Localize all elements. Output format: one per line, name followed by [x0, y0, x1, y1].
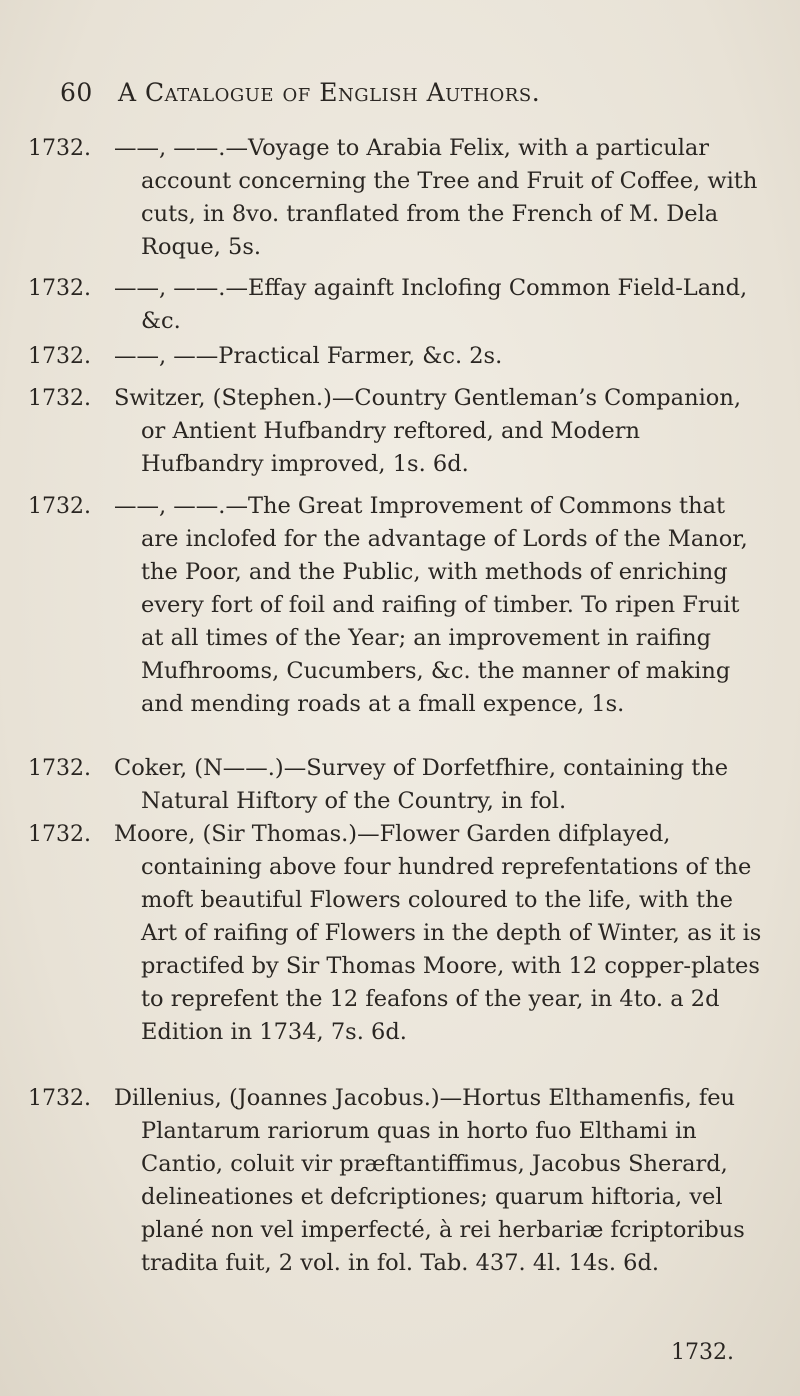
entry-year: 1732. — [28, 386, 91, 411]
catchword: 1732. — [671, 1340, 734, 1365]
catalogue-entry — [28, 272, 766, 338]
entry-text: Moore, (Sir Thomas.)—Flower Garden difplayed, containing above four hundred reprefentations of the moft beautiful Flowers coloured to the life, with the Art of raifing of Flowers in the depth of Winter, as it is practifed by Sir Thomas Moore, with 12 copper-plates to reprefent the 12 feafons of the year, in 4to. a 2d Edition in 1734, 7s. 6d. — [114, 821, 762, 1045]
entry-text: Dillenius, (Joannes Jacobus.)—Hortus Elthamenfis, feu Plantarum rariorum quas in horto fuo Elthami in Cantio, coluit vir præftantiffimus, Jacobus Sherard, delineationes et defcriptiones; quarum hiftoria, vel plané non vel imperfecté, à rei herbariæ fcriptoribus tradita fuit, 2 vol. in fol. Tab. 437. 4l. 14s. 6d. — [114, 1085, 745, 1276]
entry-year: 1732. — [28, 344, 91, 369]
entry-year: 1732. — [28, 756, 91, 781]
catalogue-entry — [28, 340, 766, 373]
entry-text: Coker, (N——.)—Survey of Dorfetfhire, containing the Natural Hiftory of the Country, in fol. — [114, 755, 729, 814]
entry-year: 1732. — [28, 1086, 91, 1111]
catalogue-entry — [28, 752, 766, 818]
entry-text: Switzer, (Stephen.)—Country Gentleman’s Companion, or Antient Hufbandry reftored, and Modern Hufbandry improved, 1s. 6d. — [114, 385, 741, 477]
entry-year: 1732. — [28, 822, 91, 847]
running-header — [60, 78, 760, 107]
catalogue-entry — [28, 132, 766, 264]
catalogue-entry — [28, 490, 766, 721]
catalogue-entry — [28, 1082, 766, 1280]
entry-year: 1732. — [28, 136, 91, 161]
running-title: A Catalogue of English Authors. — [118, 78, 541, 107]
entry-text: ——, ——.—The Great Improvement of Commons that are inclofed for the advantage of Lords of the Manor, the Poor, and the Public, with methods of enriching every fort of foil and raifing of timber. To ripen Fruit at all times of the Year; an improvement in raifing Mufhrooms, Cucumbers, &c. the manner of making and mending roads at a fmall expence, 1s. — [114, 493, 748, 717]
entry-text: ——, ——.—Effay againft Inclofing Common Field-Land, &c. — [114, 275, 748, 334]
entry-text: ——, ——.—Voyage to Arabia Felix, with a particular account concerning the Tree and Fruit of Coffee, with cuts, in 8vo. tranflated from the French of M. Dela Roque, 5s. — [114, 135, 758, 260]
page-number: 60 — [60, 78, 93, 107]
catalogue-entry — [28, 382, 766, 481]
entry-year: 1732. — [28, 276, 91, 301]
entry-text: ——, ——Practical Farmer, &c. 2s. — [114, 343, 503, 369]
catalogue-entry — [28, 818, 766, 1049]
entry-year: 1732. — [28, 494, 91, 519]
